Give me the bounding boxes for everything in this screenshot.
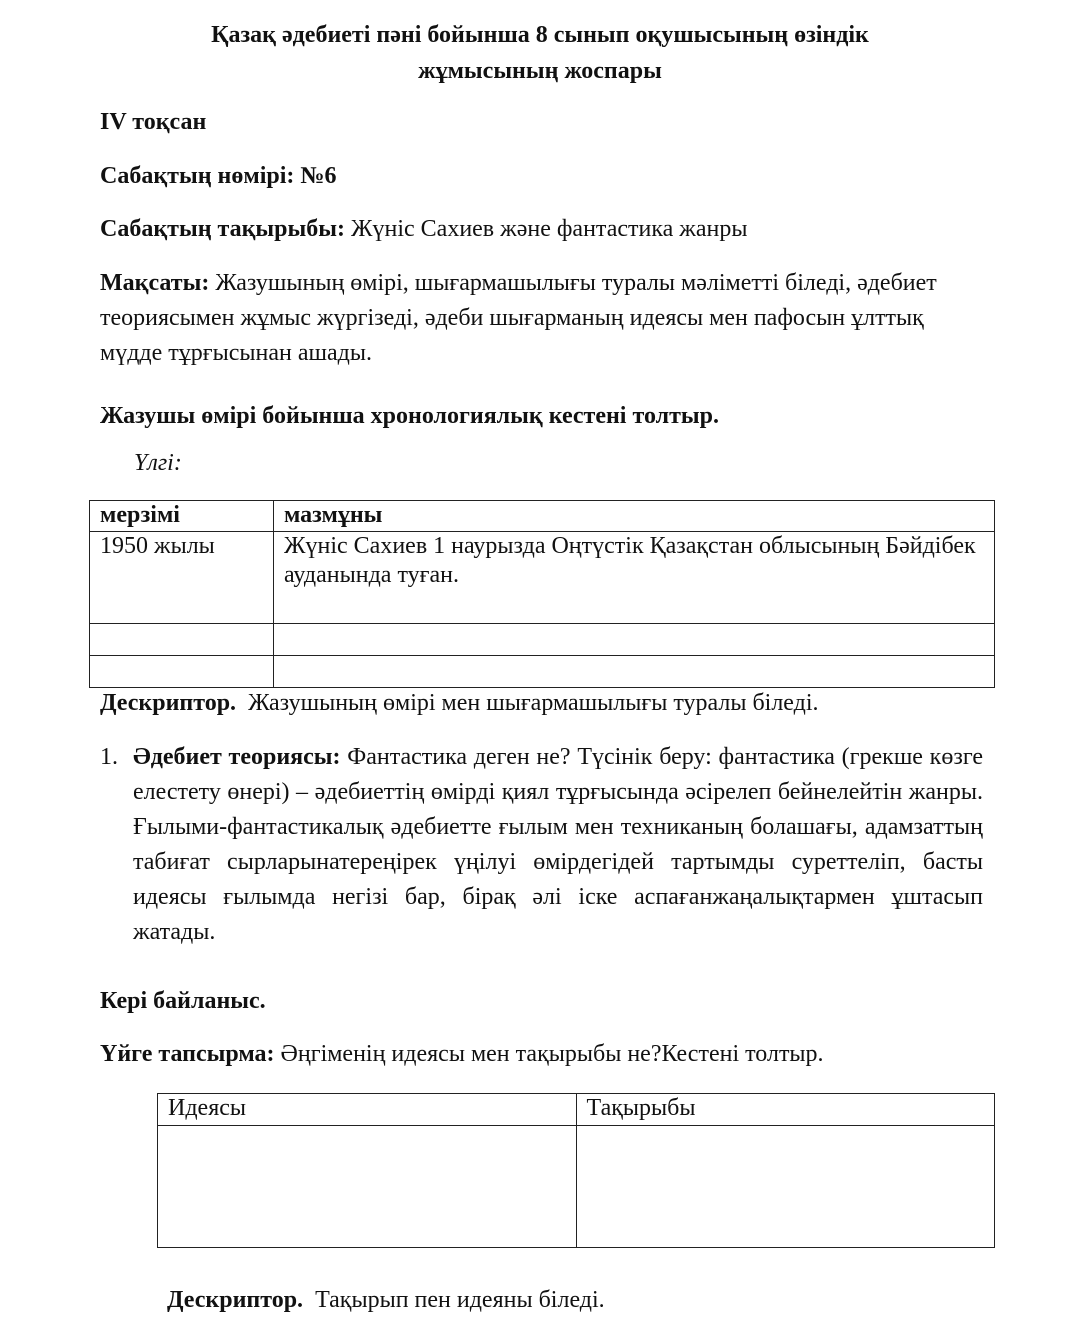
descriptor-2-text: Тақырып пен идеяны біледі. bbox=[315, 1287, 605, 1313]
lesson-number bbox=[100, 159, 337, 194]
lesson-topic-value: Жүніс Сахиев және фантастика жанры bbox=[350, 216, 748, 242]
homework bbox=[100, 1037, 824, 1072]
lesson-topic bbox=[100, 212, 748, 247]
table-cell bbox=[576, 1126, 995, 1248]
table-cell bbox=[274, 624, 995, 656]
theory-label: Әдебиет теориясы: bbox=[133, 744, 341, 770]
theory-list-item bbox=[100, 740, 983, 950]
header-cell-content: мазмұны bbox=[274, 501, 995, 532]
task-heading: Жазушы өмірі бойынша хронологиялық кестені толтыр. bbox=[100, 403, 719, 429]
list-number: 1. bbox=[100, 744, 118, 770]
homework-text: Әңгіменің идеясы мен тақырыбы не?Кестені толтыр. bbox=[280, 1041, 824, 1067]
lesson-number-value: №6 bbox=[300, 163, 337, 189]
table-row bbox=[158, 1126, 995, 1248]
table-row bbox=[90, 624, 995, 656]
homework-label: Үйге тапсырма: bbox=[100, 1041, 275, 1067]
table-cell bbox=[90, 656, 274, 688]
sample-label: Үлгі: bbox=[134, 450, 182, 476]
table-cell bbox=[274, 656, 995, 688]
chronology-table bbox=[89, 500, 995, 688]
descriptor-1-text: Жазушының өмірі мен шығармашылығы туралы біледі. bbox=[248, 690, 819, 716]
goal-text: Жазушының өмірі, шығармашылығы туралы мәліметті біледі, әдебиет теориясымен жұмыс жүргізеді, әдеби шығарманың идеясы мен пафосын ұлттық мүдде тұрғысынан ашады. bbox=[100, 270, 937, 366]
table-cell bbox=[158, 1126, 577, 1248]
lesson-number-label: Сабақтың нөмірі: bbox=[100, 163, 295, 189]
header-cell-idea: Идеясы bbox=[158, 1094, 577, 1126]
table-header-row bbox=[158, 1094, 995, 1126]
document-title bbox=[100, 17, 980, 89]
title-line-2: жұмысының жоспары bbox=[418, 58, 662, 84]
descriptor-2-label: Дескриптор. bbox=[167, 1287, 304, 1313]
table-header-row bbox=[90, 501, 995, 532]
descriptor-2 bbox=[167, 1283, 605, 1318]
table-row bbox=[90, 656, 995, 688]
homework-table bbox=[157, 1093, 995, 1248]
quarter-label: IV тоқсан bbox=[100, 109, 207, 135]
goal-paragraph bbox=[100, 266, 980, 371]
table-cell: 1950 жылы bbox=[90, 532, 274, 624]
table-cell bbox=[90, 624, 274, 656]
descriptor-1-label: Дескриптор. bbox=[100, 690, 237, 716]
header-cell-topic: Тақырыбы bbox=[576, 1094, 995, 1126]
theory-body bbox=[133, 740, 983, 950]
lesson-topic-label: Сабақтың тақырыбы: bbox=[100, 216, 345, 242]
descriptor-1 bbox=[100, 686, 819, 721]
header-cell-date: мерзімі bbox=[90, 501, 274, 532]
title-line-1: Қазақ әдебиеті пәні бойынша 8 сынып оқушысының өзіндік bbox=[211, 22, 869, 48]
table-row bbox=[90, 532, 995, 624]
table-cell: Жүніс Сахиев 1 наурызда Оңтүстік Қазақстан облысының Бәйдібек ауданында туған. bbox=[274, 532, 995, 624]
goal-label: Мақсаты: bbox=[100, 270, 210, 296]
feedback-heading: Кері байланыс. bbox=[100, 988, 266, 1014]
theory-text: Фантастика деген не? Түсінік беру: фантастика (грекше көзге елестету өнері) – әдебиеттің өмірді қиял тұрғысында әсірелеп бейнелейтін жанры. Ғылыми-фантастикалық әдебиетте ғылым мен техниканың болашағы, адамзаттың табиғат сырларынатереңірек үңілуі өмірдегідей тартымды суреттеліп, басты идеясы ғылымда негізі бар, бірақ әлі іске аспағанжаңалықтармен ұштасып жатады. bbox=[133, 744, 983, 945]
